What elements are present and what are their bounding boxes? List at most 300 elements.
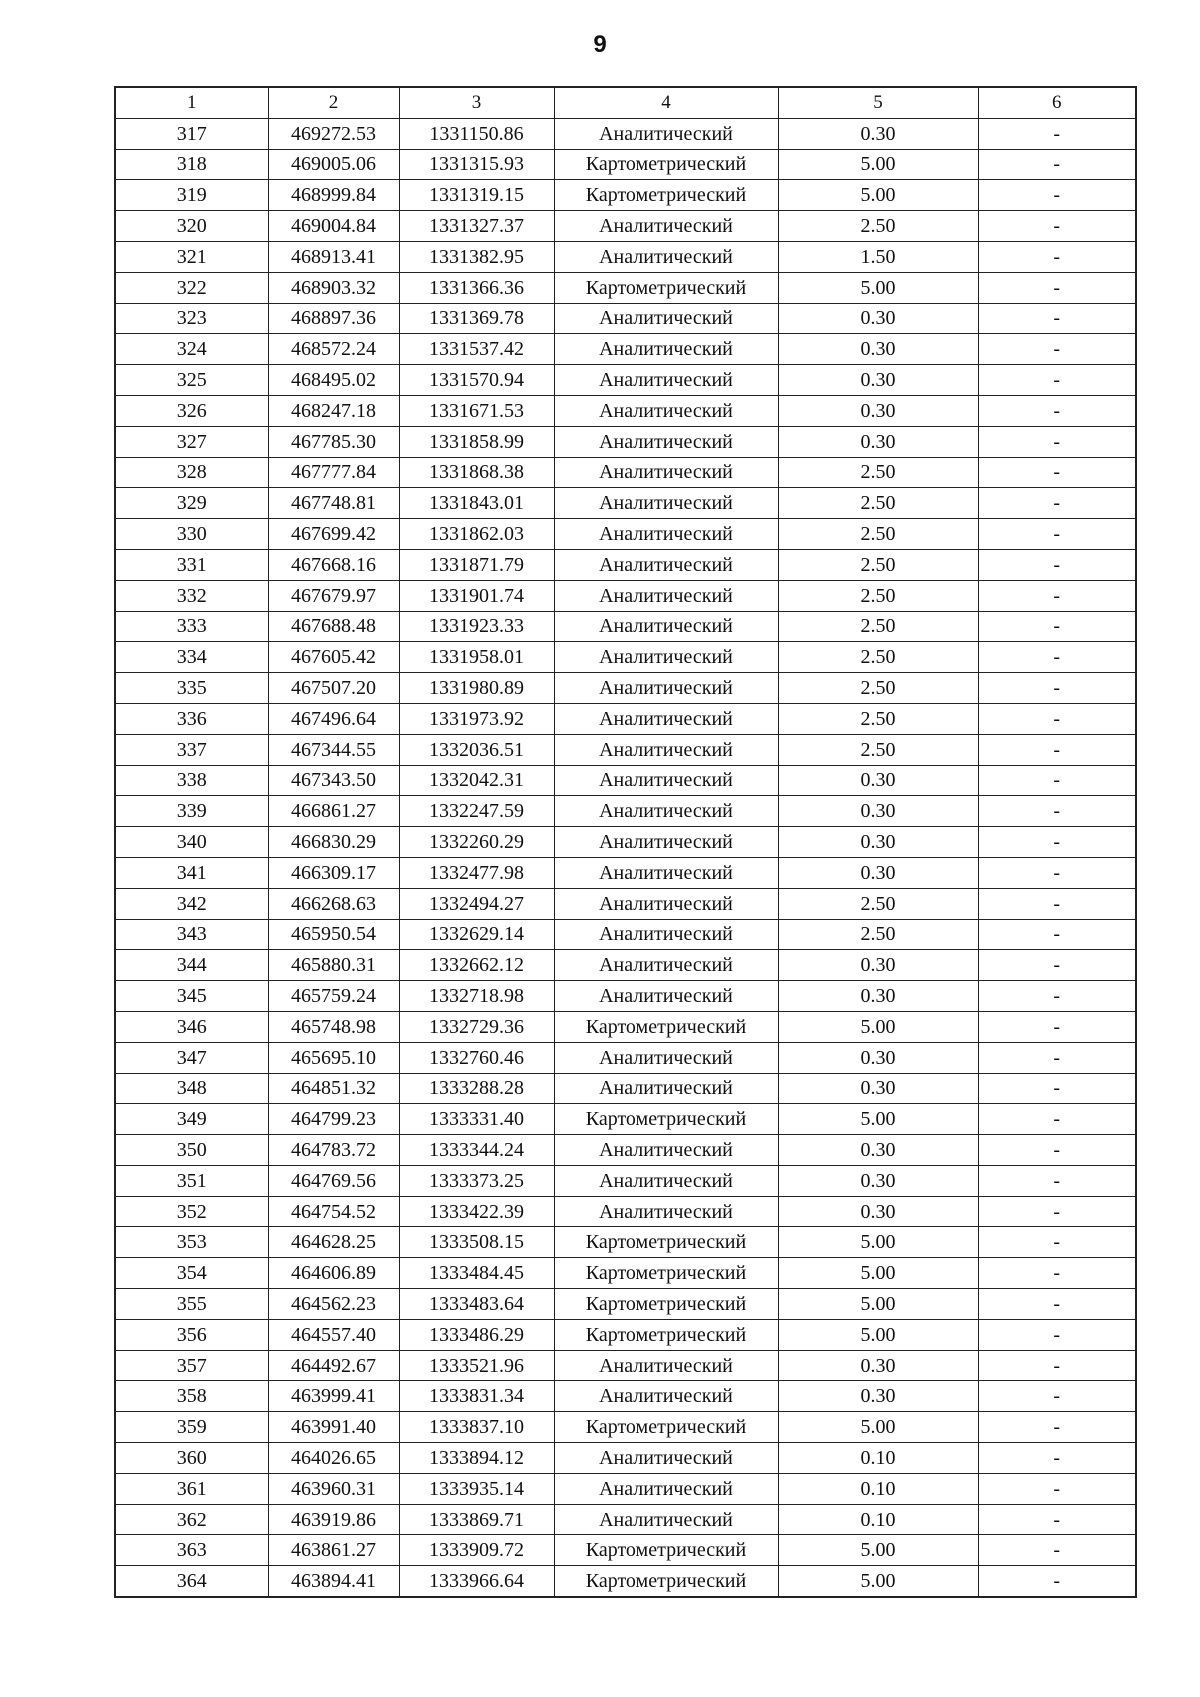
cell-method: Картометрический: [554, 272, 778, 303]
cell-method: Аналитический: [554, 919, 778, 950]
cell-y-coordinate: 1333508.15: [399, 1227, 554, 1258]
table-row: [115, 519, 1136, 550]
cell-point-number: 348: [115, 1073, 268, 1104]
cell-accuracy: 5.00: [778, 1535, 978, 1566]
cell-note: -: [978, 580, 1136, 611]
table-row: [115, 857, 1136, 888]
table-row: [115, 1535, 1136, 1566]
table-row: [115, 580, 1136, 611]
cell-accuracy: 0.30: [778, 981, 978, 1012]
table-row: [115, 673, 1136, 704]
cell-note: -: [978, 211, 1136, 242]
cell-method: Картометрический: [554, 149, 778, 180]
cell-x-coordinate: 464606.89: [268, 1258, 399, 1289]
table-row: [115, 1011, 1136, 1042]
cell-y-coordinate: 1333966.64: [399, 1566, 554, 1597]
cell-accuracy: 0.30: [778, 1381, 978, 1412]
cell-method: Аналитический: [554, 1381, 778, 1412]
cell-point-number: 336: [115, 703, 268, 734]
cell-method: Аналитический: [554, 118, 778, 149]
cell-point-number: 356: [115, 1319, 268, 1350]
table-row: [115, 272, 1136, 303]
cell-point-number: 337: [115, 734, 268, 765]
cell-method: Аналитический: [554, 1473, 778, 1504]
cell-x-coordinate: 468999.84: [268, 180, 399, 211]
table-row: [115, 303, 1136, 334]
cell-accuracy: 2.50: [778, 211, 978, 242]
cell-y-coordinate: 1332729.36: [399, 1011, 554, 1042]
cell-point-number: 341: [115, 857, 268, 888]
cell-accuracy: 5.00: [778, 1104, 978, 1135]
column-header-5: 5: [778, 87, 978, 118]
table-row: [115, 1504, 1136, 1535]
cell-x-coordinate: 468903.32: [268, 272, 399, 303]
cell-point-number: 359: [115, 1412, 268, 1443]
cell-point-number: 351: [115, 1165, 268, 1196]
cell-note: -: [978, 611, 1136, 642]
cell-y-coordinate: 1331537.42: [399, 334, 554, 365]
cell-accuracy: 0.30: [778, 950, 978, 981]
cell-x-coordinate: 467777.84: [268, 457, 399, 488]
table-row: [115, 1566, 1136, 1597]
table-row: [115, 180, 1136, 211]
cell-x-coordinate: 463919.86: [268, 1504, 399, 1535]
cell-x-coordinate: 468572.24: [268, 334, 399, 365]
cell-point-number: 334: [115, 642, 268, 673]
cell-method: Картометрический: [554, 1258, 778, 1289]
cell-y-coordinate: 1332036.51: [399, 734, 554, 765]
cell-accuracy: 5.00: [778, 1011, 978, 1042]
cell-point-number: 357: [115, 1350, 268, 1381]
cell-method: Аналитический: [554, 549, 778, 580]
cell-point-number: 326: [115, 395, 268, 426]
cell-x-coordinate: 465759.24: [268, 981, 399, 1012]
cell-accuracy: 5.00: [778, 272, 978, 303]
cell-point-number: 322: [115, 272, 268, 303]
cell-accuracy: 0.30: [778, 1042, 978, 1073]
table-row: [115, 334, 1136, 365]
cell-note: -: [978, 1319, 1136, 1350]
cell-point-number: 344: [115, 950, 268, 981]
cell-point-number: 318: [115, 149, 268, 180]
cell-accuracy: 5.00: [778, 1319, 978, 1350]
table-row: [115, 734, 1136, 765]
cell-y-coordinate: 1332629.14: [399, 919, 554, 950]
table-row: [115, 950, 1136, 981]
cell-y-coordinate: 1331843.01: [399, 488, 554, 519]
cell-note: -: [978, 457, 1136, 488]
cell-point-number: 340: [115, 827, 268, 858]
cell-note: -: [978, 426, 1136, 457]
cell-method: Картометрический: [554, 1412, 778, 1443]
cell-note: -: [978, 1042, 1136, 1073]
cell-accuracy: 0.10: [778, 1504, 978, 1535]
cell-point-number: 364: [115, 1566, 268, 1597]
cell-y-coordinate: 1332718.98: [399, 981, 554, 1012]
cell-point-number: 331: [115, 549, 268, 580]
cell-note: -: [978, 149, 1136, 180]
cell-accuracy: 0.10: [778, 1473, 978, 1504]
cell-y-coordinate: 1333331.40: [399, 1104, 554, 1135]
cell-method: Аналитический: [554, 1196, 778, 1227]
cell-x-coordinate: 464628.25: [268, 1227, 399, 1258]
table-row: [115, 1412, 1136, 1443]
cell-method: Аналитический: [554, 519, 778, 550]
cell-y-coordinate: 1333484.45: [399, 1258, 554, 1289]
cell-x-coordinate: 468913.41: [268, 241, 399, 272]
cell-method: Аналитический: [554, 734, 778, 765]
cell-x-coordinate: 466830.29: [268, 827, 399, 858]
cell-x-coordinate: 467507.20: [268, 673, 399, 704]
cell-note: -: [978, 765, 1136, 796]
cell-y-coordinate: 1331319.15: [399, 180, 554, 211]
header-row: [115, 87, 1136, 118]
cell-note: -: [978, 888, 1136, 919]
cell-method: Картометрический: [554, 1566, 778, 1597]
cell-accuracy: 0.30: [778, 365, 978, 396]
cell-method: Аналитический: [554, 457, 778, 488]
cell-method: Аналитический: [554, 426, 778, 457]
cell-y-coordinate: 1331369.78: [399, 303, 554, 334]
cell-x-coordinate: 465950.54: [268, 919, 399, 950]
cell-y-coordinate: 1331327.37: [399, 211, 554, 242]
cell-method: Аналитический: [554, 303, 778, 334]
table-row: [115, 426, 1136, 457]
cell-y-coordinate: 1332260.29: [399, 827, 554, 858]
cell-note: -: [978, 703, 1136, 734]
cell-note: -: [978, 1535, 1136, 1566]
cell-point-number: 327: [115, 426, 268, 457]
cell-note: -: [978, 1504, 1136, 1535]
cell-method: Аналитический: [554, 1443, 778, 1474]
cell-note: -: [978, 1412, 1136, 1443]
cell-method: Аналитический: [554, 488, 778, 519]
cell-note: -: [978, 796, 1136, 827]
cell-method: Аналитический: [554, 365, 778, 396]
table-row: [115, 1227, 1136, 1258]
table-row: [115, 888, 1136, 919]
cell-y-coordinate: 1331958.01: [399, 642, 554, 673]
cell-x-coordinate: 467785.30: [268, 426, 399, 457]
cell-x-coordinate: 468247.18: [268, 395, 399, 426]
cell-x-coordinate: 464783.72: [268, 1135, 399, 1166]
cell-note: -: [978, 519, 1136, 550]
coordinates-table: [114, 86, 1137, 1598]
cell-method: Аналитический: [554, 950, 778, 981]
cell-note: -: [978, 1165, 1136, 1196]
cell-accuracy: 0.30: [778, 1196, 978, 1227]
cell-y-coordinate: 1331315.93: [399, 149, 554, 180]
cell-method: Аналитический: [554, 642, 778, 673]
cell-y-coordinate: 1332247.59: [399, 796, 554, 827]
cell-accuracy: 0.30: [778, 1350, 978, 1381]
table-row: [115, 796, 1136, 827]
cell-x-coordinate: 467496.64: [268, 703, 399, 734]
cell-y-coordinate: 1333935.14: [399, 1473, 554, 1504]
cell-y-coordinate: 1331871.79: [399, 549, 554, 580]
cell-note: -: [978, 950, 1136, 981]
cell-point-number: 355: [115, 1289, 268, 1320]
cell-method: Аналитический: [554, 1135, 778, 1166]
cell-accuracy: 2.50: [778, 519, 978, 550]
cell-y-coordinate: 1332760.46: [399, 1042, 554, 1073]
cell-note: -: [978, 1289, 1136, 1320]
cell-accuracy: 0.30: [778, 857, 978, 888]
cell-x-coordinate: 464562.23: [268, 1289, 399, 1320]
cell-point-number: 361: [115, 1473, 268, 1504]
table-row: [115, 1258, 1136, 1289]
column-header-2: 2: [268, 87, 399, 118]
cell-x-coordinate: 467699.42: [268, 519, 399, 550]
cell-method: Аналитический: [554, 981, 778, 1012]
cell-accuracy: 0.30: [778, 426, 978, 457]
cell-y-coordinate: 1333373.25: [399, 1165, 554, 1196]
cell-method: Аналитический: [554, 857, 778, 888]
cell-accuracy: 2.50: [778, 642, 978, 673]
cell-accuracy: 5.00: [778, 180, 978, 211]
cell-note: -: [978, 673, 1136, 704]
cell-x-coordinate: 469004.84: [268, 211, 399, 242]
cell-y-coordinate: 1333344.24: [399, 1135, 554, 1166]
cell-note: -: [978, 488, 1136, 519]
cell-accuracy: 2.50: [778, 734, 978, 765]
cell-x-coordinate: 463991.40: [268, 1412, 399, 1443]
cell-accuracy: 2.50: [778, 703, 978, 734]
cell-y-coordinate: 1332494.27: [399, 888, 554, 919]
cell-note: -: [978, 365, 1136, 396]
cell-x-coordinate: 463960.31: [268, 1473, 399, 1504]
cell-note: -: [978, 1566, 1136, 1597]
cell-method: Аналитический: [554, 611, 778, 642]
table-header: [115, 87, 1136, 118]
cell-note: -: [978, 241, 1136, 272]
cell-accuracy: 2.50: [778, 457, 978, 488]
cell-point-number: 319: [115, 180, 268, 211]
table-row: [115, 1443, 1136, 1474]
cell-point-number: 342: [115, 888, 268, 919]
cell-accuracy: 0.10: [778, 1443, 978, 1474]
cell-point-number: 323: [115, 303, 268, 334]
cell-accuracy: 0.30: [778, 827, 978, 858]
cell-y-coordinate: 1331862.03: [399, 519, 554, 550]
cell-method: Аналитический: [554, 888, 778, 919]
cell-point-number: 346: [115, 1011, 268, 1042]
cell-x-coordinate: 469005.06: [268, 149, 399, 180]
table-row: [115, 1381, 1136, 1412]
cell-note: -: [978, 395, 1136, 426]
cell-y-coordinate: 1333521.96: [399, 1350, 554, 1381]
table-row: [115, 118, 1136, 149]
column-header-4: 4: [554, 87, 778, 118]
cell-point-number: 324: [115, 334, 268, 365]
cell-point-number: 329: [115, 488, 268, 519]
cell-point-number: 317: [115, 118, 268, 149]
cell-point-number: 360: [115, 1443, 268, 1474]
cell-note: -: [978, 734, 1136, 765]
cell-y-coordinate: 1331366.36: [399, 272, 554, 303]
cell-method: Картометрический: [554, 180, 778, 211]
table-row: [115, 1135, 1136, 1166]
table-row: [115, 765, 1136, 796]
cell-method: Аналитический: [554, 765, 778, 796]
table-row: [115, 1350, 1136, 1381]
cell-accuracy: 2.50: [778, 673, 978, 704]
cell-method: Аналитический: [554, 1165, 778, 1196]
cell-point-number: 338: [115, 765, 268, 796]
cell-y-coordinate: 1331570.94: [399, 365, 554, 396]
cell-note: -: [978, 1227, 1136, 1258]
cell-point-number: 354: [115, 1258, 268, 1289]
cell-y-coordinate: 1333831.34: [399, 1381, 554, 1412]
cell-x-coordinate: 464492.67: [268, 1350, 399, 1381]
cell-x-coordinate: 469272.53: [268, 118, 399, 149]
cell-note: -: [978, 1073, 1136, 1104]
cell-method: Аналитический: [554, 580, 778, 611]
cell-x-coordinate: 465748.98: [268, 1011, 399, 1042]
table-row: [115, 211, 1136, 242]
cell-x-coordinate: 467605.42: [268, 642, 399, 673]
cell-note: -: [978, 1443, 1136, 1474]
cell-y-coordinate: 1331671.53: [399, 395, 554, 426]
column-header-3: 3: [399, 87, 554, 118]
cell-accuracy: 2.50: [778, 611, 978, 642]
cell-x-coordinate: 464851.32: [268, 1073, 399, 1104]
table-row: [115, 241, 1136, 272]
cell-accuracy: 5.00: [778, 149, 978, 180]
table-row: [115, 1104, 1136, 1135]
cell-accuracy: 0.30: [778, 765, 978, 796]
table-row: [115, 919, 1136, 950]
table-row: [115, 365, 1136, 396]
cell-x-coordinate: 463999.41: [268, 1381, 399, 1412]
table-row: [115, 457, 1136, 488]
cell-y-coordinate: 1331150.86: [399, 118, 554, 149]
cell-note: -: [978, 919, 1136, 950]
cell-x-coordinate: 464026.65: [268, 1443, 399, 1474]
cell-method: Картометрический: [554, 1104, 778, 1135]
cell-point-number: 330: [115, 519, 268, 550]
column-header-6: 6: [978, 87, 1136, 118]
cell-point-number: 345: [115, 981, 268, 1012]
table-row: [115, 1042, 1136, 1073]
table-row: [115, 827, 1136, 858]
cell-point-number: 358: [115, 1381, 268, 1412]
cell-x-coordinate: 466309.17: [268, 857, 399, 888]
cell-note: -: [978, 1104, 1136, 1135]
cell-x-coordinate: 464754.52: [268, 1196, 399, 1227]
cell-y-coordinate: 1333837.10: [399, 1412, 554, 1443]
cell-point-number: 328: [115, 457, 268, 488]
cell-y-coordinate: 1331901.74: [399, 580, 554, 611]
cell-method: Картометрический: [554, 1011, 778, 1042]
table-row: [115, 1473, 1136, 1504]
cell-accuracy: 0.30: [778, 1135, 978, 1166]
cell-note: -: [978, 1473, 1136, 1504]
cell-note: -: [978, 334, 1136, 365]
table-row: [115, 149, 1136, 180]
cell-x-coordinate: 464769.56: [268, 1165, 399, 1196]
cell-method: Аналитический: [554, 334, 778, 365]
cell-y-coordinate: 1331858.99: [399, 426, 554, 457]
cell-y-coordinate: 1331382.95: [399, 241, 554, 272]
cell-point-number: 321: [115, 241, 268, 272]
cell-note: -: [978, 1258, 1136, 1289]
cell-accuracy: 2.50: [778, 549, 978, 580]
table-row: [115, 1289, 1136, 1320]
cell-method: Аналитический: [554, 1504, 778, 1535]
cell-note: -: [978, 1350, 1136, 1381]
cell-accuracy: 5.00: [778, 1289, 978, 1320]
cell-method: Аналитический: [554, 395, 778, 426]
cell-point-number: 347: [115, 1042, 268, 1073]
table-row: [115, 549, 1136, 580]
cell-note: -: [978, 180, 1136, 211]
cell-x-coordinate: 468897.36: [268, 303, 399, 334]
cell-x-coordinate: 463861.27: [268, 1535, 399, 1566]
table-row: [115, 1196, 1136, 1227]
cell-x-coordinate: 466268.63: [268, 888, 399, 919]
table-row: [115, 1319, 1136, 1350]
cell-point-number: 335: [115, 673, 268, 704]
cell-y-coordinate: 1331980.89: [399, 673, 554, 704]
cell-method: Картометрический: [554, 1319, 778, 1350]
cell-x-coordinate: 463894.41: [268, 1566, 399, 1597]
cell-y-coordinate: 1333486.29: [399, 1319, 554, 1350]
cell-method: Аналитический: [554, 673, 778, 704]
cell-note: -: [978, 827, 1136, 858]
cell-y-coordinate: 1332042.31: [399, 765, 554, 796]
cell-y-coordinate: 1332477.98: [399, 857, 554, 888]
cell-accuracy: 2.50: [778, 888, 978, 919]
cell-accuracy: 0.30: [778, 334, 978, 365]
cell-y-coordinate: 1333869.71: [399, 1504, 554, 1535]
cell-y-coordinate: 1333909.72: [399, 1535, 554, 1566]
table-row: [115, 395, 1136, 426]
cell-x-coordinate: 467344.55: [268, 734, 399, 765]
cell-method: Аналитический: [554, 827, 778, 858]
cell-x-coordinate: 466861.27: [268, 796, 399, 827]
cell-y-coordinate: 1333288.28: [399, 1073, 554, 1104]
cell-accuracy: 2.50: [778, 488, 978, 519]
cell-accuracy: 0.30: [778, 1165, 978, 1196]
cell-method: Аналитический: [554, 1073, 778, 1104]
cell-point-number: 343: [115, 919, 268, 950]
cell-note: -: [978, 1196, 1136, 1227]
cell-note: -: [978, 549, 1136, 580]
cell-y-coordinate: 1331923.33: [399, 611, 554, 642]
cell-method: Картометрический: [554, 1535, 778, 1566]
cell-note: -: [978, 1011, 1136, 1042]
table-row: [115, 488, 1136, 519]
table-row: [115, 1165, 1136, 1196]
cell-x-coordinate: 468495.02: [268, 365, 399, 396]
cell-method: Аналитический: [554, 211, 778, 242]
table-row: [115, 611, 1136, 642]
cell-x-coordinate: 464557.40: [268, 1319, 399, 1350]
cell-note: -: [978, 981, 1136, 1012]
cell-note: -: [978, 1381, 1136, 1412]
cell-x-coordinate: 465880.31: [268, 950, 399, 981]
cell-accuracy: 5.00: [778, 1566, 978, 1597]
table-body: [115, 118, 1136, 1597]
cell-y-coordinate: 1331973.92: [399, 703, 554, 734]
cell-point-number: 362: [115, 1504, 268, 1535]
cell-accuracy: 0.30: [778, 395, 978, 426]
cell-note: -: [978, 303, 1136, 334]
table-row: [115, 981, 1136, 1012]
table-row: [115, 642, 1136, 673]
cell-y-coordinate: 1332662.12: [399, 950, 554, 981]
